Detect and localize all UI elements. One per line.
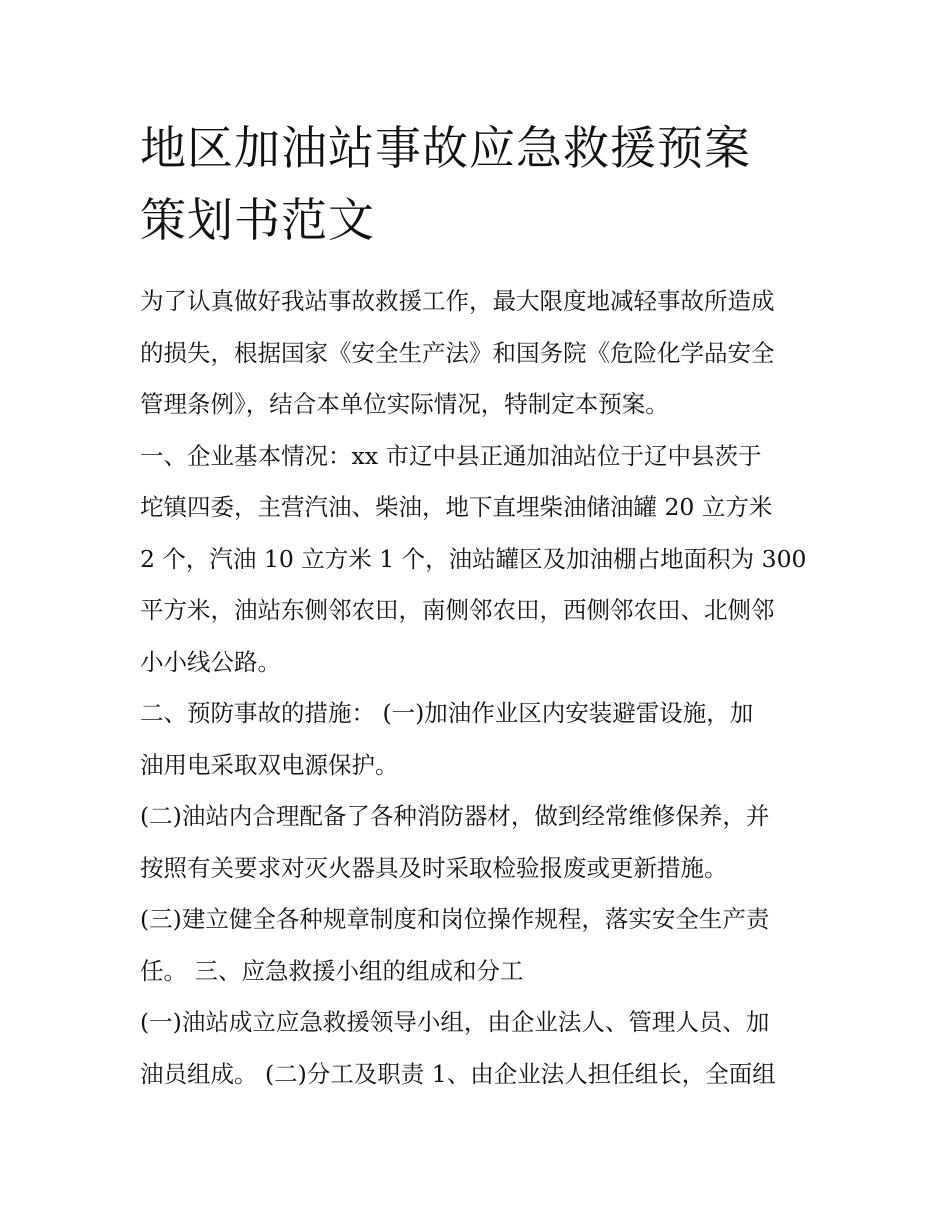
paragraph-section-3 [140, 997, 820, 1100]
document-body [140, 276, 820, 1100]
text-line: (二)油站内合理配备了各种消防器材，做到经常维修保养，并 [140, 802, 770, 830]
text-line: 小小线公路。 [140, 647, 281, 676]
paragraph-section-2-item-2 [140, 791, 820, 894]
text-line: 油用电采取双电源保护。 [140, 750, 399, 779]
text-line: 的损失，根据国家《安全生产法》和国务院《危险化学品安全 [140, 338, 775, 367]
text-line: 为了认真做好我站事故救援工作，最大限度地减轻事故所造成 [140, 287, 775, 315]
title-line-2: 策划书范文 [140, 193, 375, 247]
text-line: (三)建立健全各种规章制度和岗位操作规程，落实安全生产责 [140, 905, 770, 933]
paragraph-intro [140, 276, 820, 431]
text-line: 按照有关要求对灭火器具及时采取检验报废或更新措施。 [140, 853, 728, 882]
document-page [140, 112, 820, 1100]
text-line: 2 个，汽油 10 立方米 1 个，油站罐区及加油棚占地面积为 300 [140, 544, 807, 573]
text-line: 管理条例》，结合本单位实际情况，特制定本预案。 [140, 390, 669, 418]
text-line: (一)油站成立应急救援领导小组，由企业法人、管理人员、加 [140, 1008, 770, 1036]
text-line: 油员组成。 (二)分工及职责 1、由企业法人担任组长，全面组 [140, 1059, 776, 1088]
paragraph-section-2 [140, 688, 820, 791]
paragraph-section-2-item-3 [140, 894, 820, 997]
text-line: 任。 三、应急救援小组的组成和分工 [140, 956, 524, 985]
text-line: 一、企业基本情况：xx 市辽中县正通加油站位于辽中县茨于 [140, 441, 762, 470]
text-line: 平方米，油站东侧邻农田，南侧邻农田，西侧邻农田、北侧邻 [140, 596, 775, 624]
paragraph-section-1 [140, 431, 820, 689]
document-title [140, 112, 800, 256]
title-line-1: 地区加油站事故应急救援预案 [140, 121, 751, 175]
text-line: 坨镇四委，主营汽油、柴油，地下直埋柴油储油罐 20 立方米 [140, 493, 773, 521]
text-line: 二、预防事故的措施： (一)加油作业区内安装避雷设施，加 [140, 699, 754, 727]
